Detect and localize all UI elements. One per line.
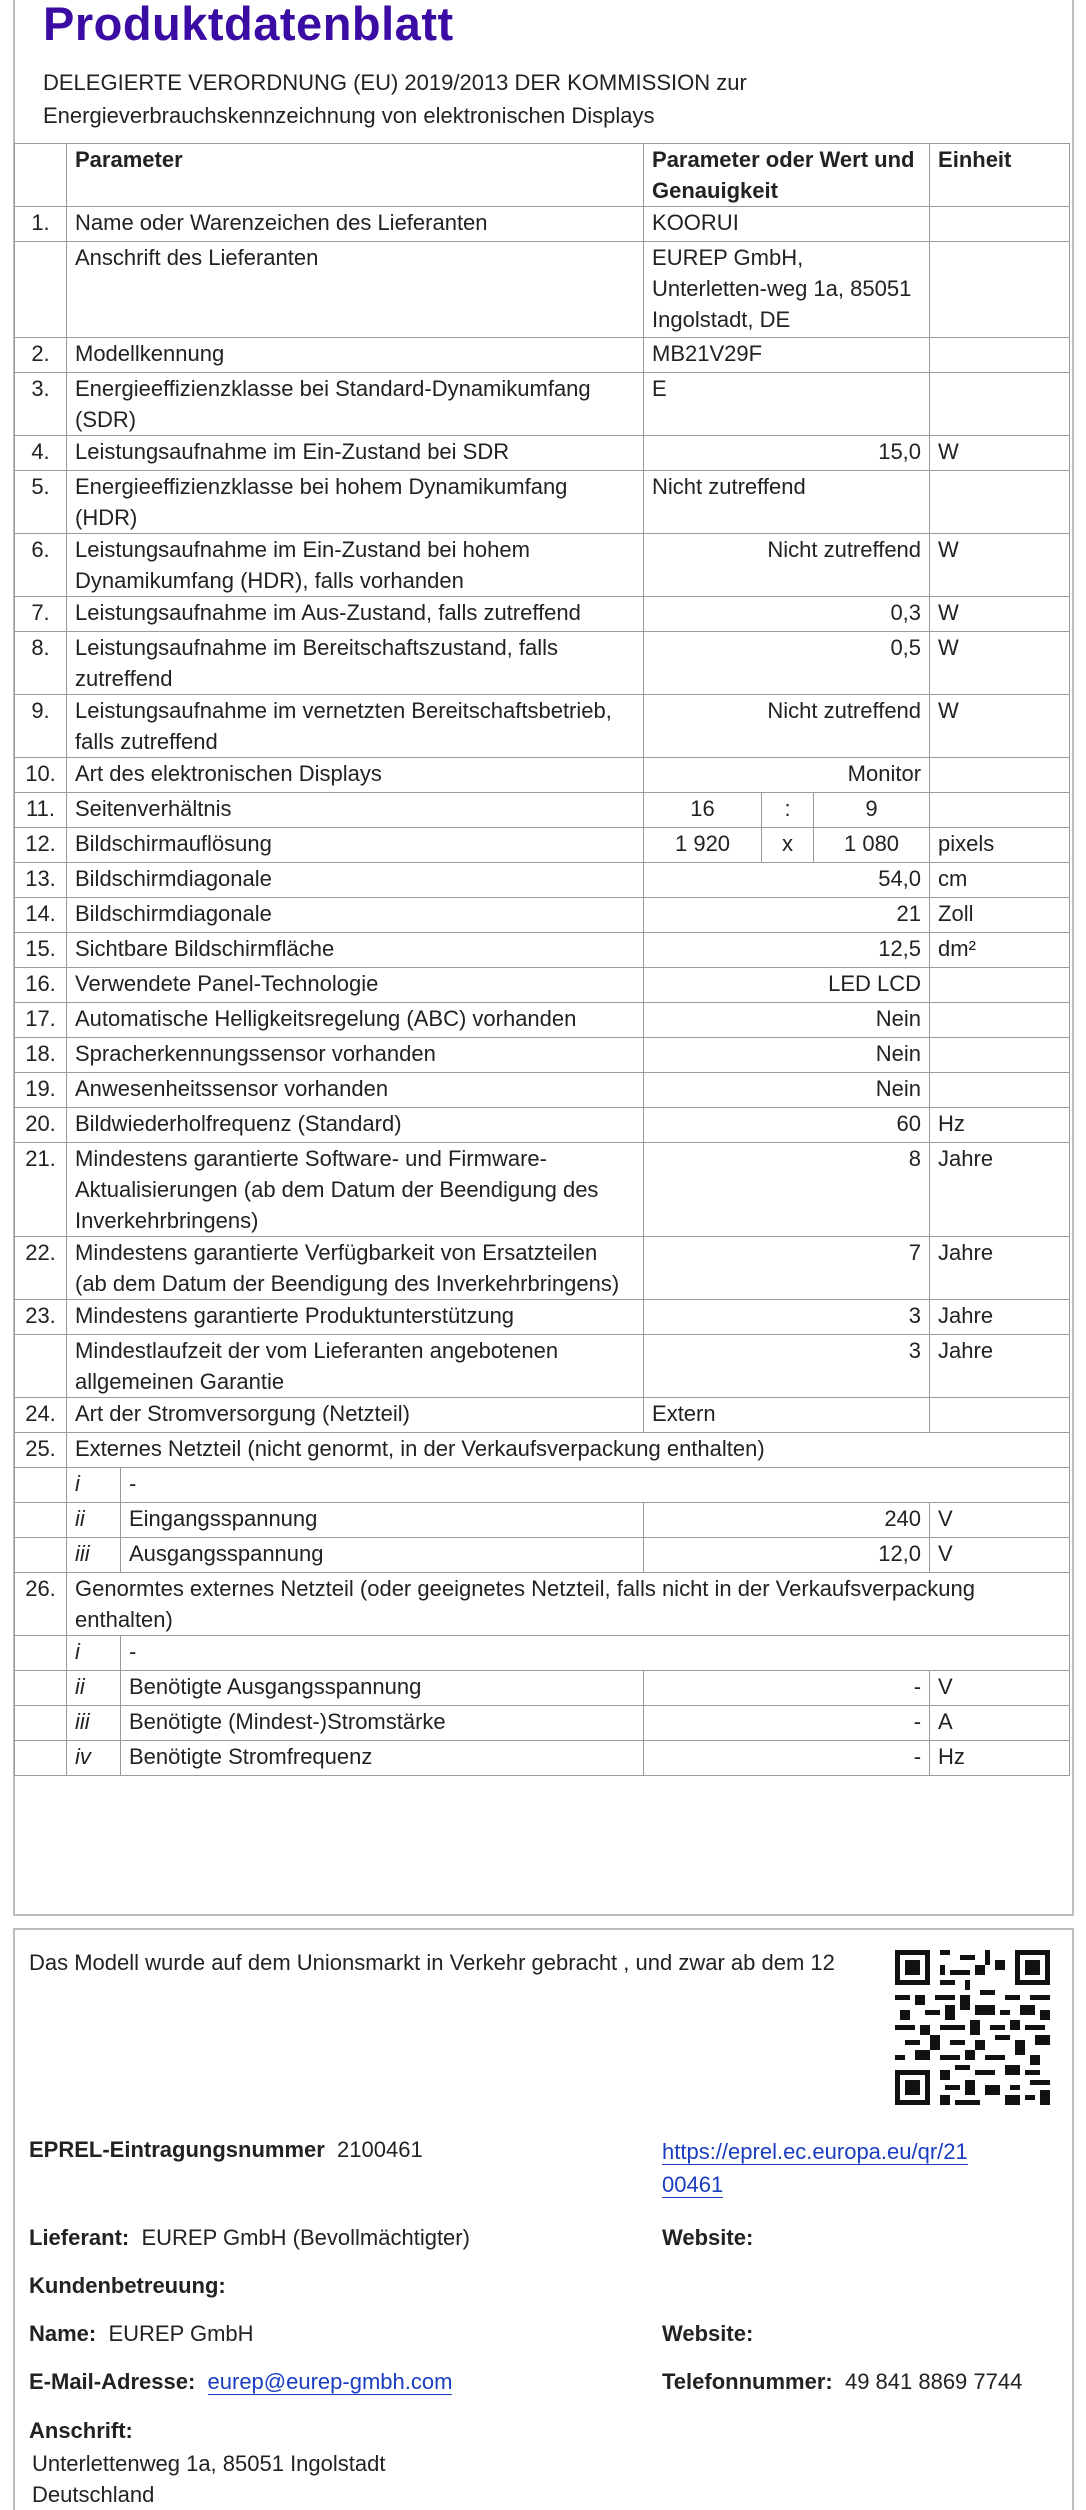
- table-row: 15. Sichtbare Bildschirmfläche 12,5 dm²: [15, 933, 1070, 968]
- supplier-line: Lieferant: EUREP GmbH (Bevollmächtigter): [29, 2225, 470, 2250]
- table-row: 24. Art der Stromversorgung (Netzteil) Extern: [15, 1398, 1070, 1433]
- eprel-link[interactable]: https://eprel.ec.europa.eu/qr/21 00461: [662, 2139, 968, 2197]
- website-label-2: Website:: [662, 2321, 754, 2346]
- table-row: 10. Art des elektronischen Displays Monitor: [15, 758, 1070, 793]
- header-unit: Einheit: [930, 144, 1070, 207]
- table-subrow: iv Benötigte Stromfrequenz - Hz: [15, 1741, 1070, 1776]
- table-row: 1. Name oder Warenzeichen des Lieferanten KOORUI: [15, 207, 1070, 242]
- email-link[interactable]: eurep@eurep-gmbh.com: [207, 2369, 453, 2394]
- table-row: 9. Leistungsaufnahme im vernetzten Bereitschaftsbetrieb, falls zutreffend Nicht zutreffend W: [15, 695, 1070, 758]
- table-row: 2. Modellkennung MB21V29F: [15, 338, 1070, 373]
- market-date-text: Das Modell wurde auf dem Unionsmarkt in Verkehr gebracht , und zwar ab dem 12: [29, 1950, 835, 1975]
- supplier-info-section: [13, 1928, 1074, 2510]
- table-row: 8. Leistungsaufnahme im Bereitschaftszustand, falls zutreffend 0,5 W: [15, 632, 1070, 695]
- table-row: 3. Energieeffizienzklasse bei Standard-Dynamikumfang (SDR) E: [15, 373, 1070, 436]
- header-value: Parameter oder Wert und Genauigkeit: [644, 144, 930, 207]
- address-block: Unterlettenweg 1a, 85051 Ingolstadt Deutschland: [32, 2451, 386, 2507]
- qr-code-icon: [895, 1950, 1050, 2105]
- table-subrow: iii Benötigte (Mindest-)Stromstärke - A: [15, 1706, 1070, 1741]
- table-row: 21. Mindestens garantierte Software- und Firmware-Aktualisierungen (ab dem Datum der Beendigung des Inverkehrbringens) 8 Jahre: [15, 1143, 1070, 1237]
- header-parameter: Parameter: [67, 144, 644, 207]
- table-row: 25. Externes Netzteil (nicht genormt, in der Verkaufsverpackung enthalten): [15, 1433, 1070, 1468]
- regulation-subtitle: DELEGIERTE VERORDNUNG (EU) 2019/2013 DER KOMMISSION zur Energieverbrauchskennzeichnung von elektronischen Displays: [43, 70, 747, 128]
- table-row: 7. Leistungsaufnahme im Aus-Zustand, falls zutreffend 0,3 W: [15, 597, 1070, 632]
- table-row: 12. Bildschirmauflösung 1 920 x 1 080 pixels: [15, 828, 1070, 863]
- customer-name-line: Name: EUREP GmbH: [29, 2321, 254, 2346]
- website-label: Website:: [662, 2225, 754, 2250]
- address-label: Anschrift:: [29, 2418, 133, 2443]
- table-row: 6. Leistungsaufnahme im Ein-Zustand bei hohem Dynamikumfang (HDR), falls vorhanden Nicht zutreffend W: [15, 534, 1070, 597]
- page-title: Produktdatenblatt: [43, 0, 454, 50]
- table-row: 19. Anwesenheitssensor vorhanden Nein: [15, 1073, 1070, 1108]
- table-row: 16. Verwendete Panel-Technologie LED LCD: [15, 968, 1070, 1003]
- table-row: 14. Bildschirmdiagonale 21 Zoll: [15, 898, 1070, 933]
- table-subrow: ii Eingangsspannung 240 V: [15, 1503, 1070, 1538]
- table-row: 5. Energieeffizienzklasse bei hohem Dynamikumfang (HDR) Nicht zutreffend: [15, 471, 1070, 534]
- table-row: 17. Automatische Helligkeitsregelung (ABC) vorhanden Nein: [15, 1003, 1070, 1038]
- email-line: E-Mail-Adresse: eurep@eurep-gmbh.com: [29, 2369, 453, 2394]
- table-subrow: i -: [15, 1468, 1070, 1503]
- table-subrow: iii Ausgangsspannung 12,0 V: [15, 1538, 1070, 1573]
- parameter-table: [14, 143, 1070, 1776]
- table-row: 26. Genormtes externes Netzteil (oder geeignetes Netzteil, falls nicht in der Verkaufsverpackung enthalten): [15, 1573, 1070, 1636]
- table-row: 22. Mindestens garantierte Verfügbarkeit von Ersatzteilen (ab dem Datum der Beendigung des Inverkehrbringens) 7 Jahre: [15, 1237, 1070, 1300]
- table-row: 11. Seitenverhältnis 16 : 9: [15, 793, 1070, 828]
- table-row: 4. Leistungsaufnahme im Ein-Zustand bei SDR 15,0 W: [15, 436, 1070, 471]
- phone-line: Telefonnummer: 49 841 8869 7744: [662, 2369, 1023, 2394]
- table-subrow: ii Benötigte Ausgangsspannung - V: [15, 1671, 1070, 1706]
- table-row: Mindestlaufzeit der vom Lieferanten angebotenen allgemeinen Garantie 3 Jahre: [15, 1335, 1070, 1398]
- table-row: 18. Spracherkennungssensor vorhanden Nein: [15, 1038, 1070, 1073]
- eprel-registration: EPREL-Eintragungsnummer 2100461: [29, 2137, 423, 2162]
- table-row: 13. Bildschirmdiagonale 54,0 cm: [15, 863, 1070, 898]
- customer-service-label: Kundenbetreuung:: [29, 2273, 226, 2298]
- table-row: 20. Bildwiederholfrequenz (Standard) 60 Hz: [15, 1108, 1070, 1143]
- table-row: Anschrift des Lieferanten EUREP GmbH, Unterletten-weg 1a, 85051 Ingolstadt, DE: [15, 242, 1070, 338]
- table-subrow: i -: [15, 1636, 1070, 1671]
- table-row: 23. Mindestens garantierte Produktunterstützung 3 Jahre: [15, 1300, 1070, 1335]
- table-header-row: [15, 144, 1070, 207]
